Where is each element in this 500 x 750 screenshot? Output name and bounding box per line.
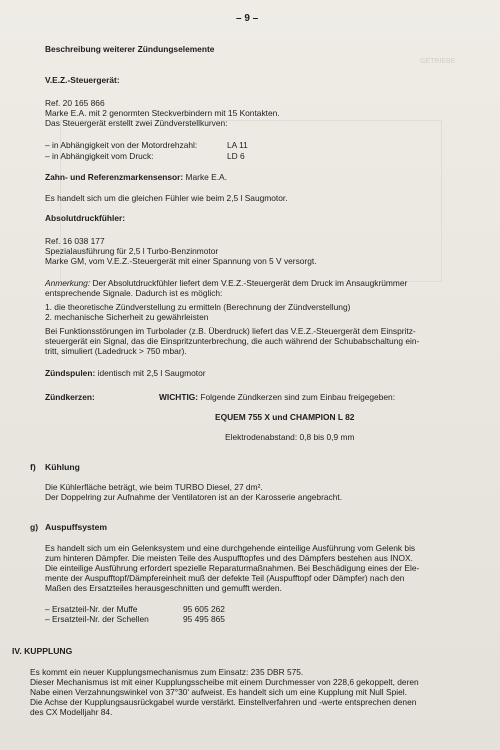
zahn-text: Es handelt sich um die gleichen Fühler wie beim 2,5 l Saugmotor.	[45, 193, 288, 203]
note-item2: 2. mechanische Sicherheit zu gewährleisten	[45, 312, 209, 322]
part-schellen-label: – Ersatzteil-Nr. der Schellen	[45, 614, 149, 624]
kupplung-line4: Die Achse der Kupplungsausrückgabel wurde verstärkt. Einstellverfahren und -werte entsprechen denen	[30, 697, 417, 707]
kuehlung-title: Kühlung	[45, 462, 80, 472]
section-heading: Beschreibung weiterer Zündungselemente	[45, 44, 215, 54]
kuehlung-line1: Die Kühlerfläche beträgt, wie beim TURBO Diesel, 27 dm².	[45, 482, 263, 492]
auspuff-letter: g)	[30, 522, 39, 532]
note-line1: Der Absolutdruckfühler liefert dem V.E.Z.-Steuergerät dem Druck im Ansaugkrümmer	[92, 278, 408, 288]
part-schellen-value: 95 495 865	[183, 614, 225, 624]
vez-title: V.E.Z.-Steuergerät:	[45, 75, 120, 85]
vez-curve1-value: LA 11	[227, 140, 248, 150]
zahn-value: Marke E.A.	[185, 172, 227, 182]
auspuff-line1: Es handelt sich um ein Gelenksystem und eine durchgehende einteilige Ausführung vom Gelenk bis	[45, 543, 416, 553]
vez-curve2-label: – in Abhängigkeit vom Druck:	[45, 151, 154, 161]
electrode-gap: Elektrodenabstand: 0,8 bis 0,9 mm	[225, 432, 355, 442]
vez-line1: Marke E.A. mit 2 genormten Steckverbindern mit 15 Kontakten.	[45, 108, 280, 118]
vez-curve2-value: LD 6	[227, 151, 245, 161]
kupplung-line5: des CX Modelljahr 84.	[30, 707, 113, 717]
zahn-title: Zahn- und Referenzmarkensensor:	[45, 172, 184, 182]
note-label: Anmerkung:	[45, 278, 91, 288]
bleed-through-text: GETRIEBE	[420, 58, 456, 65]
absolut-ref: Ref. 16 038 177	[45, 236, 105, 246]
auspuff-line2: zum hinteren Dämpfer. Die meisten Teile des Auspufftopfes und des Dämpfers bestehen aus INOX.	[45, 553, 413, 563]
part-muffe-label: – Ersatzteil-Nr. der Muffe	[45, 604, 138, 614]
kuehlung-letter: f)	[30, 462, 36, 472]
absolut-line1: Spezialausführung für 2,5 l Turbo-Benzinmotor	[45, 246, 219, 256]
kupplung-line2: Dieser Mechanismus ist mit einer Kupplungsscheibe mit einem Durchmesser von 228,6 gekoppelt, deren	[30, 677, 419, 687]
absolut-line2: Marke GM, vom V.E.Z.-Steuergerät mit einer Spannung von 5 V versorgt.	[45, 256, 317, 266]
vez-line2: Das Steuergerät erstellt zwei Zündverstellkurven:	[45, 118, 228, 128]
kuehlung-line2: Der Doppelring zur Aufnahme der Ventilatoren ist an der Karosserie angebracht.	[45, 492, 343, 502]
note-item1: 1. die theoretische Zündverstellung zu ermitteln (Berechnung der Zündverstellung)	[45, 302, 351, 312]
zuendkerzen-text: Folgende Zündkerzen sind zum Einbau freigegeben:	[200, 392, 396, 402]
zuendspulen-title: Zündspulen:	[45, 368, 96, 378]
spark-plug-brands: EQUEM 755 X und CHAMPION L 82	[215, 412, 355, 422]
auspuff-title: Auspuffsystem	[45, 522, 108, 532]
absolut-title: Absolutdruckfühler:	[45, 213, 126, 223]
auspuff-line4: mente der Auspufftopf/Dämpfereinheit muß der defekte Teil (Auspufftopf oder Dämpfer) nach den	[45, 573, 405, 583]
kupplung-line1: Es kommt ein neuer Kupplungsmechanismus zum Einsatz: 235 DBR 575.	[30, 667, 304, 677]
wichtig-label: WICHTIG:	[159, 392, 199, 402]
vez-ref: Ref. 20 165 866	[45, 98, 105, 108]
fail-line1: Bei Funktionsstörungen im Turbolader (z.B. Überdruck) liefert das V.E.Z.-Steuergerät dem Einspritz-	[45, 326, 416, 336]
part-muffe-value: 95 605 262	[183, 604, 225, 614]
auspuff-line3: Die einteilige Ausführung erfordert spezielle Reparaturmaßnahmen. Bei Beschädigung eines der Ele-	[45, 563, 420, 573]
kupplung-title: IV. KUPPLUNG	[12, 646, 73, 656]
page-number: – 9 –	[236, 13, 259, 24]
fail-line3: tritt, simuliert (Ladedruck > 750 mbar).	[45, 346, 187, 356]
vez-curve1-label: – in Abhängigkeit von der Motordrehzahl:	[45, 140, 198, 150]
kupplung-line3: Nabe einen Verzahnungswinkel von 37°30' aufweist. Es handelt sich um eine Kupplung mit Null Spiel.	[30, 687, 407, 697]
auspuff-line5: Maßen des Ersatzteiles herausgeschnitten und gemufft werden.	[45, 583, 282, 593]
zuendkerzen-title: Zündkerzen:	[45, 392, 95, 402]
fail-line2: steuergerät ein Signal, das die Einspritzunterbrechung, die auch während der Schubabschaltung ein-	[45, 336, 420, 346]
note-line2: entsprechende Signale. Dadurch ist es möglich:	[45, 288, 223, 298]
zuendspulen-text: identisch mit 2,5 l Saugmotor	[97, 368, 206, 378]
